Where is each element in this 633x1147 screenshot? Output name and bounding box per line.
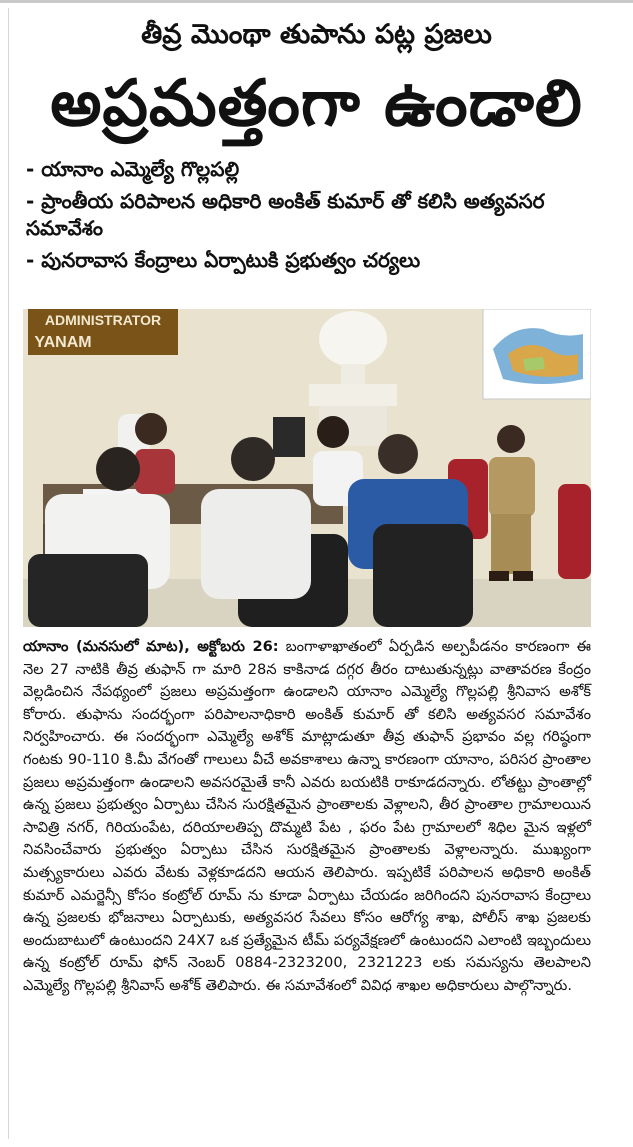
nameplate-line-2: YANAM xyxy=(34,334,92,351)
article-body-text: బంగాళాఖాతంలో ఏర్పడిన అల్పపీడనం కారణంగా ఈ నెల 27 నాటికి తీవ్ర తుఫాన్ గా మారి 28న కాకినాడ దగ్గర తీరం దాటుతున్నట్లు వాతావరణ కేంద్రం వెల్లడించిన నేపథ్యంలో ప్రజలు అప్రమత్తంగా ఉండాలని యానాం ఎమ్మెల్యే గొల్లపల్లి శ్రీనివాస అశోక్ కోరారు. తుఫాను సందర్భంగా పరిపాలనాధికారి అంకిత్ కుమార్ తో కలిసి అత్యవసర సమావేశం నిర్వహించారు. ఈ సందర్భంగా ఎమ్మెల్యే అశోక్ మాట్లాడుతూ తీవ్ర తుఫాన్ ప్రభావం వల్ల గరిష్ఠంగా గంటకు 90-110 కి.మీ వేగంతో గాలులు వీచే అవకాశాలు ఉన్నా కారణంగా యానాం, పరిసర ప్రాంతాల ప్రజలు అప్రమత్తంగా ఉండాలని అవసరమైతే కానీ ఎవరు బయటికి రాకూడదన్నారు. లోతట్టు ప్రాంతాల్లో ఉన్న ప్రజలు ప్రభుత్వం ఏర్పాటు చేసిన సురక్షితమైన ప్రాంతాలకు వెళ్లాలని, తీర ప్రాంతాల గ్రామాలయిన సావిత్రి నగర్, గిరియంపేట, దరియాలతిప్ప దొమ్మటి పేట , ఫరం పేట గ్రామాలలో శిధిల మైన ఇళ్లలో నివసించేవారు ప్రభుత్వం ఏర్పాటు చేసిన సురక్షితమైన ప్రాంతాలకు వెళ్లాలన్నారు. ముఖ్యంగా మత్స్యకారులు ఎవరు వేటకు వెళ్లకూడదని ఆయన తెలిపారు. ఇప్పటికే పరిపాలన అధికారి అంకిత్ కుమార్ ఎమర్జెన్సీ కోసం కంట్రోల్ రూమ్ ను కూడా ఏర్పాటు చేయడం జరిగిందని పునరావాస కేంద్రాలు ఉన్న ప్రజలకు భోజనాలు ఏర్పాటుకు, అత్యవసర సేవలు కోసం ఆరోగ్య శాఖ, పోలీస్ శాఖ ప్రజలకు అందుబాటులో ఉంటుందని 24X7 ఒక ప్రత్యేమైన టీమ్ పర్యవేక్షణలో ఉంటుందని ఎలాంటి ఇబ్బందులు ఉన్న కంట్రోల్ రూమ్ ఫోన్ నెంబర్ 0884-2323200, 2321223 లకు సమస్యను తెలపాలని ఎమ్మెల్యే గొల్లపల్లి శ్రీనివాస్ అశోక్ తెలిపారు. ఈ సమావేశంలో వివిధ శాఖల అధికారులు పాల్గొన్నారు. xyxy=(23,638,592,994)
nameplate-line-1: ADMINISTRATOR xyxy=(44,312,162,328)
headline: అప్రమత్తంగా ఉండాలి xyxy=(50,67,583,141)
article-body xyxy=(23,636,591,998)
highlight-item: - ప్రాంతీయ పరిపాలన అధికారి అంకిత్ కుమార్ తో కలిసి అత్యవసర సమావేశం xyxy=(26,189,545,240)
page-top-rule xyxy=(0,0,633,3)
highlights-list xyxy=(26,156,616,279)
dateline: యానాం (మనసులో మాట), అక్టోబరు 26: xyxy=(23,638,279,655)
highlight-item: - యానాం ఎమ్మెల్యే గొల్లపల్లి xyxy=(26,157,240,181)
meeting-photo xyxy=(23,309,591,627)
highlight-item: - పునరావాస కేంద్రాలు ఏర్పాటుకి ప్రభుత్వం చర్యలు xyxy=(26,248,421,272)
headline-kicker: తీవ్ర మొంథా తుపాను పట్ల ప్రజలు xyxy=(141,19,492,50)
